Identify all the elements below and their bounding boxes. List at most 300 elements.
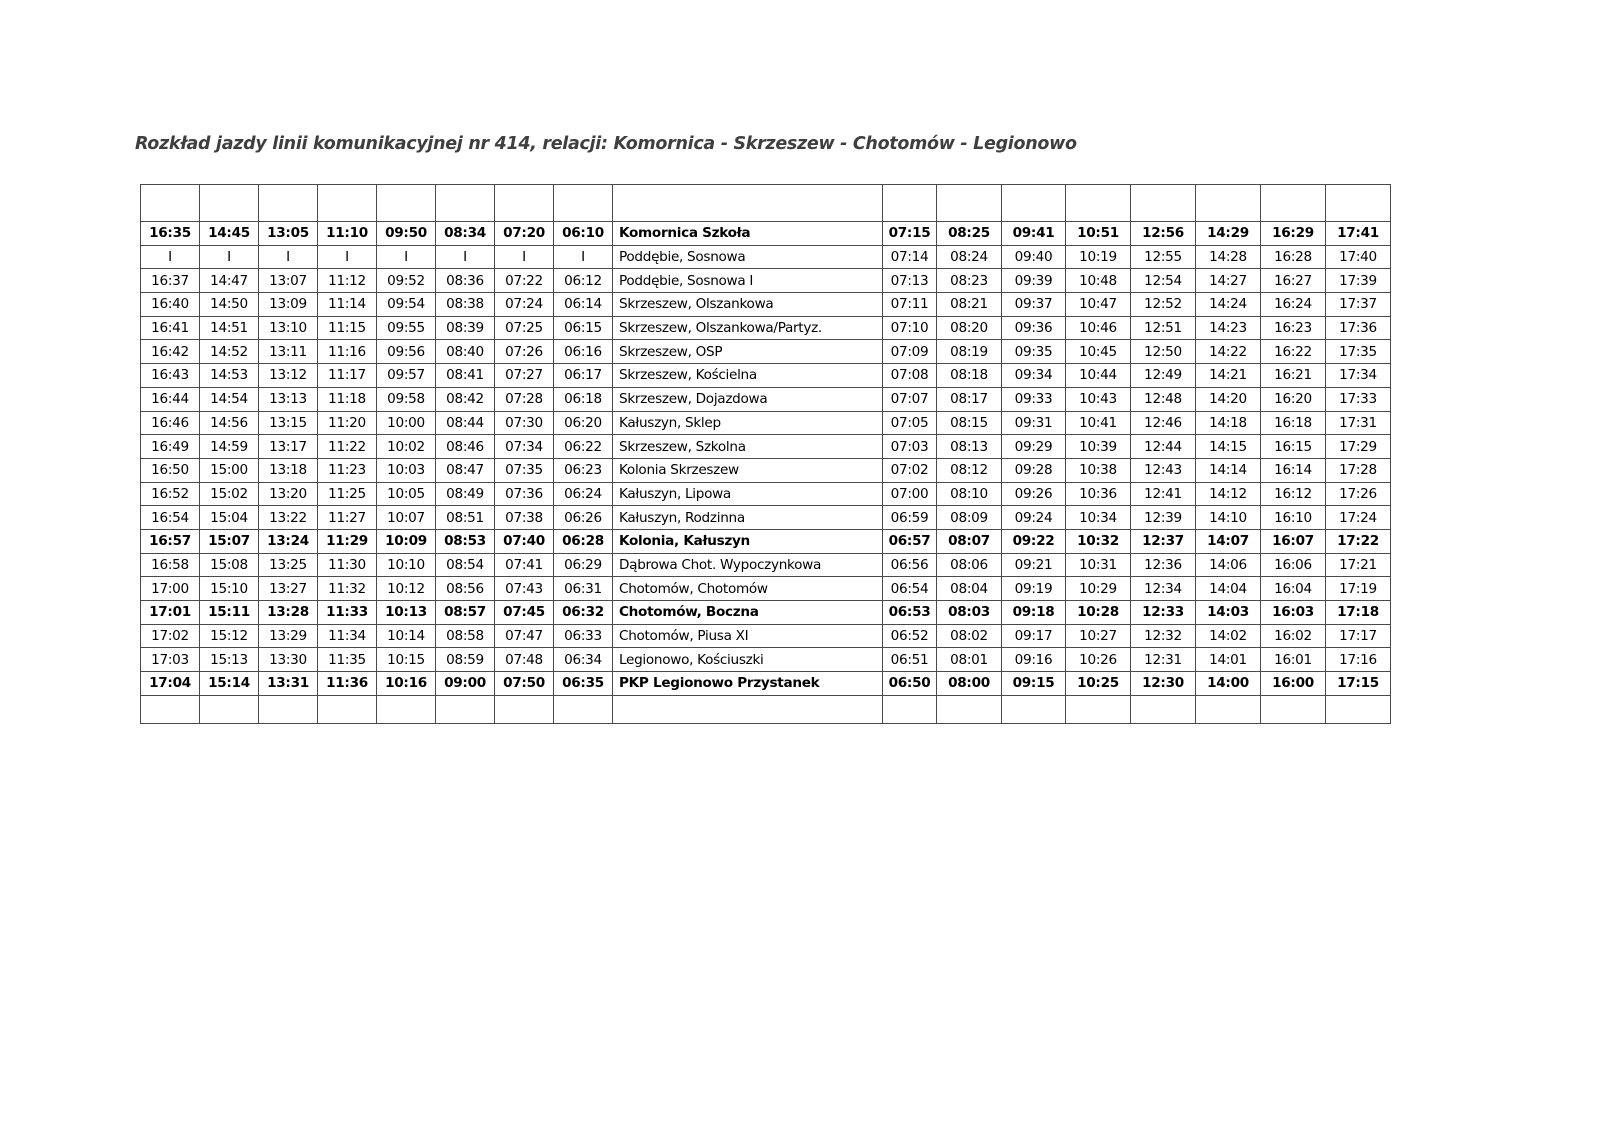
- departure-time-cell: 07:25: [495, 316, 554, 340]
- return-time-cell: 14:14: [1196, 458, 1261, 482]
- return-time-cell: 17:15: [1326, 672, 1391, 696]
- departure-time-cell: 13:17: [259, 435, 318, 459]
- return-time-cell: 08:15: [937, 411, 1002, 435]
- return-time-cell: 17:34: [1326, 364, 1391, 388]
- empty-cell: [613, 695, 883, 723]
- departure-time-cell: 08:57: [436, 601, 495, 625]
- return-time-cell: 16:00: [1261, 672, 1326, 696]
- return-time-cell: 12:31: [1131, 648, 1196, 672]
- timetable-title: Rozkład jazdy linii komunikacyjnej nr 414, relacji: Komornica - Skrzeszew - Chotomów - Legionowo: [135, 134, 1077, 154]
- departure-time-cell: 15:00: [200, 458, 259, 482]
- departure-time-cell: 11:22: [318, 435, 377, 459]
- departure-time-cell: 15:11: [200, 601, 259, 625]
- departure-time-cell: 09:55: [377, 316, 436, 340]
- return-time-cell: 09:34: [1002, 364, 1066, 388]
- return-time-cell: 08:12: [937, 458, 1002, 482]
- stop-name-cell: Chotomów, Chotomów: [613, 577, 883, 601]
- return-time-cell: 16:29: [1261, 222, 1326, 246]
- departure-time-cell: 15:07: [200, 529, 259, 553]
- return-time-cell: 10:26: [1066, 648, 1131, 672]
- return-time-cell: 07:08: [883, 364, 937, 388]
- return-time-cell: 12:51: [1131, 316, 1196, 340]
- departure-time-cell: 16:57: [141, 529, 200, 553]
- empty-cell: [318, 185, 377, 222]
- stop-name-cell: Skrzeszew, Kościelna: [613, 364, 883, 388]
- empty-cell: [554, 185, 613, 222]
- departure-time-cell: 15:14: [200, 672, 259, 696]
- return-time-cell: 12:44: [1131, 435, 1196, 459]
- departure-time-cell: 14:52: [200, 340, 259, 364]
- departure-time-cell: 11:12: [318, 269, 377, 293]
- return-time-cell: 12:49: [1131, 364, 1196, 388]
- return-time-cell: 07:05: [883, 411, 937, 435]
- departure-time-cell: 10:12: [377, 577, 436, 601]
- empty-cell: [436, 695, 495, 723]
- departure-time-cell: 09:54: [377, 293, 436, 317]
- departure-time-cell: 11:18: [318, 387, 377, 411]
- departure-time-cell: 07:48: [495, 648, 554, 672]
- empty-cell: [1326, 695, 1391, 723]
- departure-time-cell: 16:49: [141, 435, 200, 459]
- return-time-cell: 07:02: [883, 458, 937, 482]
- return-time-cell: 08:01: [937, 648, 1002, 672]
- return-time-cell: 06:52: [883, 624, 937, 648]
- return-time-cell: 14:27: [1196, 269, 1261, 293]
- departure-time-cell: 07:43: [495, 577, 554, 601]
- departure-time-cell: 15:02: [200, 482, 259, 506]
- empty-cell: [1261, 695, 1326, 723]
- return-time-cell: 10:47: [1066, 293, 1131, 317]
- departure-time-cell: 11:16: [318, 340, 377, 364]
- stop-name-cell: Chotomów, Boczna: [613, 601, 883, 625]
- return-time-cell: 09:40: [1002, 245, 1066, 269]
- departure-time-cell: 06:32: [554, 601, 613, 625]
- stop-name-cell: Chotomów, Piusa XI: [613, 624, 883, 648]
- departure-time-cell: 07:40: [495, 529, 554, 553]
- departure-time-cell: 14:53: [200, 364, 259, 388]
- departure-time-cell: 06:31: [554, 577, 613, 601]
- stop-row: [141, 482, 1391, 506]
- departure-time-cell: 06:10: [554, 222, 613, 246]
- departure-time-cell: 10:09: [377, 529, 436, 553]
- empty-cell: [1196, 695, 1261, 723]
- return-time-cell: 06:59: [883, 506, 937, 530]
- stop-name-cell: Kałuszyn, Sklep: [613, 411, 883, 435]
- departure-time-cell: 06:33: [554, 624, 613, 648]
- return-time-cell: 07:11: [883, 293, 937, 317]
- return-time-cell: 07:13: [883, 269, 937, 293]
- departure-time-cell: 10:03: [377, 458, 436, 482]
- return-time-cell: 06:50: [883, 672, 937, 696]
- return-time-cell: 09:21: [1002, 553, 1066, 577]
- departure-time-cell: 11:36: [318, 672, 377, 696]
- return-time-cell: 07:00: [883, 482, 937, 506]
- departure-time-cell: 11:34: [318, 624, 377, 648]
- departure-time-cell: 14:59: [200, 435, 259, 459]
- return-time-cell: 08:19: [937, 340, 1002, 364]
- return-time-cell: 08:13: [937, 435, 1002, 459]
- return-time-cell: 12:48: [1131, 387, 1196, 411]
- return-time-cell: 09:19: [1002, 577, 1066, 601]
- header-row: [141, 185, 1391, 222]
- departure-time-cell: 07:24: [495, 293, 554, 317]
- stop-name-cell: Kałuszyn, Lipowa: [613, 482, 883, 506]
- empty-cell: [200, 185, 259, 222]
- empty-cell: [1326, 185, 1391, 222]
- departure-time-cell: 10:10: [377, 553, 436, 577]
- stop-row: [141, 435, 1391, 459]
- departure-time-cell: 13:07: [259, 269, 318, 293]
- return-time-cell: 14:20: [1196, 387, 1261, 411]
- departure-time-cell: 08:42: [436, 387, 495, 411]
- stop-row: [141, 458, 1391, 482]
- departure-time-cell: 15:04: [200, 506, 259, 530]
- departure-time-cell: 17:03: [141, 648, 200, 672]
- return-time-cell: 06:56: [883, 553, 937, 577]
- departure-time-cell: 07:22: [495, 269, 554, 293]
- departure-time-cell: 16:46: [141, 411, 200, 435]
- departure-time-cell: 13:11: [259, 340, 318, 364]
- departure-time-cell: 13:05: [259, 222, 318, 246]
- return-time-cell: 10:29: [1066, 577, 1131, 601]
- empty-cell: [436, 185, 495, 222]
- return-time-cell: 14:29: [1196, 222, 1261, 246]
- empty-cell: [1131, 695, 1196, 723]
- return-time-cell: 10:39: [1066, 435, 1131, 459]
- return-time-cell: 12:30: [1131, 672, 1196, 696]
- departure-time-cell: 06:22: [554, 435, 613, 459]
- return-time-cell: 17:18: [1326, 601, 1391, 625]
- return-time-cell: 08:10: [937, 482, 1002, 506]
- empty-cell: [1002, 695, 1066, 723]
- return-time-cell: 16:12: [1261, 482, 1326, 506]
- return-time-cell: 08:04: [937, 577, 1002, 601]
- return-time-cell: 07:07: [883, 387, 937, 411]
- departure-time-cell: 07:45: [495, 601, 554, 625]
- stop-row: [141, 624, 1391, 648]
- departure-time-cell: 08:44: [436, 411, 495, 435]
- departure-time-cell: 06:23: [554, 458, 613, 482]
- stop-name-cell: Skrzeszew, Dojazdowa: [613, 387, 883, 411]
- return-time-cell: 09:22: [1002, 529, 1066, 553]
- return-time-cell: 14:18: [1196, 411, 1261, 435]
- return-time-cell: 08:20: [937, 316, 1002, 340]
- return-time-cell: 06:53: [883, 601, 937, 625]
- empty-cell: [883, 695, 937, 723]
- departure-time-cell: 07:47: [495, 624, 554, 648]
- departure-time-cell: 08:39: [436, 316, 495, 340]
- return-time-cell: 17:16: [1326, 648, 1391, 672]
- departure-time-cell: 08:41: [436, 364, 495, 388]
- return-time-cell: 17:29: [1326, 435, 1391, 459]
- departure-time-cell: 16:54: [141, 506, 200, 530]
- return-time-cell: 08:00: [937, 672, 1002, 696]
- departure-time-cell: 06:17: [554, 364, 613, 388]
- departure-time-cell: 08:47: [436, 458, 495, 482]
- stop-name-cell: Dąbrowa Chot. Wypoczynkowa: [613, 553, 883, 577]
- return-time-cell: 07:14: [883, 245, 937, 269]
- departure-time-cell: 15:13: [200, 648, 259, 672]
- departure-time-cell: 08:51: [436, 506, 495, 530]
- empty-cell: [1066, 185, 1131, 222]
- departure-time-cell: 13:27: [259, 577, 318, 601]
- departure-time-cell: 11:10: [318, 222, 377, 246]
- departure-time-cell: 16:35: [141, 222, 200, 246]
- return-time-cell: 09:37: [1002, 293, 1066, 317]
- empty-cell: [495, 185, 554, 222]
- departure-time-cell: 11:29: [318, 529, 377, 553]
- return-time-cell: 14:07: [1196, 529, 1261, 553]
- return-time-cell: 14:10: [1196, 506, 1261, 530]
- return-time-cell: 10:31: [1066, 553, 1131, 577]
- departure-time-cell: 07:27: [495, 364, 554, 388]
- departure-time-cell: 06:34: [554, 648, 613, 672]
- return-time-cell: 16:06: [1261, 553, 1326, 577]
- departure-time-cell: 15:10: [200, 577, 259, 601]
- departure-time-cell: 10:15: [377, 648, 436, 672]
- departure-time-cell: 11:25: [318, 482, 377, 506]
- stop-name-cell: Komornica Szkoła: [613, 222, 883, 246]
- departure-time-cell: 06:28: [554, 529, 613, 553]
- stop-name-cell: Kolonia Skrzeszew: [613, 458, 883, 482]
- return-time-cell: 16:28: [1261, 245, 1326, 269]
- return-time-cell: 12:56: [1131, 222, 1196, 246]
- departure-time-cell: 08:49: [436, 482, 495, 506]
- return-time-cell: 12:46: [1131, 411, 1196, 435]
- return-time-cell: 14:23: [1196, 316, 1261, 340]
- return-time-cell: 14:00: [1196, 672, 1261, 696]
- return-time-cell: 07:03: [883, 435, 937, 459]
- departure-time-cell: 11:32: [318, 577, 377, 601]
- departure-time-cell: 14:47: [200, 269, 259, 293]
- return-time-cell: 12:32: [1131, 624, 1196, 648]
- return-time-cell: 10:28: [1066, 601, 1131, 625]
- departure-time-cell: 13:12: [259, 364, 318, 388]
- return-time-cell: 17:28: [1326, 458, 1391, 482]
- return-time-cell: 10:43: [1066, 387, 1131, 411]
- departure-time-cell: 07:30: [495, 411, 554, 435]
- departure-time-cell: 10:16: [377, 672, 436, 696]
- stop-name-cell: Skrzeszew, Olszankowa: [613, 293, 883, 317]
- timetable-body: [141, 185, 1391, 724]
- return-time-cell: 10:51: [1066, 222, 1131, 246]
- return-time-cell: 07:10: [883, 316, 937, 340]
- stop-row: [141, 672, 1391, 696]
- stop-name-cell: PKP Legionowo Przystanek: [613, 672, 883, 696]
- return-time-cell: 14:04: [1196, 577, 1261, 601]
- departure-time-cell: 08:40: [436, 340, 495, 364]
- departure-time-cell: I: [200, 245, 259, 269]
- return-time-cell: 08:03: [937, 601, 1002, 625]
- return-time-cell: 16:22: [1261, 340, 1326, 364]
- departure-time-cell: 06:29: [554, 553, 613, 577]
- stop-name-cell: Kolonia, Kałuszyn: [613, 529, 883, 553]
- return-time-cell: 10:44: [1066, 364, 1131, 388]
- departure-time-cell: 14:50: [200, 293, 259, 317]
- stop-name-cell: Skrzeszew, Olszankowa/Partyz.: [613, 316, 883, 340]
- departure-time-cell: 11:30: [318, 553, 377, 577]
- departure-time-cell: 09:50: [377, 222, 436, 246]
- empty-cell: [495, 695, 554, 723]
- return-time-cell: 09:26: [1002, 482, 1066, 506]
- return-time-cell: 12:54: [1131, 269, 1196, 293]
- return-time-cell: 12:37: [1131, 529, 1196, 553]
- return-time-cell: 10:46: [1066, 316, 1131, 340]
- return-time-cell: 16:15: [1261, 435, 1326, 459]
- departure-time-cell: 17:04: [141, 672, 200, 696]
- departure-time-cell: 06:18: [554, 387, 613, 411]
- stop-name-cell: Skrzeszew, Szkolna: [613, 435, 883, 459]
- departure-time-cell: 13:09: [259, 293, 318, 317]
- departure-time-cell: 16:41: [141, 316, 200, 340]
- return-time-cell: 09:35: [1002, 340, 1066, 364]
- departure-time-cell: 09:00: [436, 672, 495, 696]
- stop-row: [141, 387, 1391, 411]
- return-time-cell: 07:15: [883, 222, 937, 246]
- departure-time-cell: 16:43: [141, 364, 200, 388]
- empty-cell: [377, 695, 436, 723]
- return-time-cell: 09:31: [1002, 411, 1066, 435]
- departure-time-cell: 10:00: [377, 411, 436, 435]
- return-time-cell: 12:34: [1131, 577, 1196, 601]
- empty-cell: [141, 695, 200, 723]
- empty-cell: [141, 185, 200, 222]
- empty-cell: [554, 695, 613, 723]
- departure-time-cell: 07:26: [495, 340, 554, 364]
- empty-cell: [259, 695, 318, 723]
- return-time-cell: 10:41: [1066, 411, 1131, 435]
- timetable-table: [140, 184, 1391, 724]
- departure-time-cell: 08:34: [436, 222, 495, 246]
- return-time-cell: 10:48: [1066, 269, 1131, 293]
- departure-time-cell: 16:37: [141, 269, 200, 293]
- stop-name-cell: Poddębie, Sosnowa: [613, 245, 883, 269]
- departure-time-cell: 16:50: [141, 458, 200, 482]
- return-time-cell: 14:12: [1196, 482, 1261, 506]
- departure-time-cell: 13:24: [259, 529, 318, 553]
- return-time-cell: 10:36: [1066, 482, 1131, 506]
- return-time-cell: 08:24: [937, 245, 1002, 269]
- return-time-cell: 14:15: [1196, 435, 1261, 459]
- departure-time-cell: 13:10: [259, 316, 318, 340]
- empty-cell: [200, 695, 259, 723]
- return-time-cell: 06:51: [883, 648, 937, 672]
- departure-time-cell: 08:56: [436, 577, 495, 601]
- departure-time-cell: 13:30: [259, 648, 318, 672]
- return-time-cell: 09:29: [1002, 435, 1066, 459]
- return-time-cell: 14:21: [1196, 364, 1261, 388]
- departure-time-cell: 13:18: [259, 458, 318, 482]
- departure-time-cell: 11:35: [318, 648, 377, 672]
- return-time-cell: 14:01: [1196, 648, 1261, 672]
- departure-time-cell: 10:13: [377, 601, 436, 625]
- return-time-cell: 16:18: [1261, 411, 1326, 435]
- departure-time-cell: 08:36: [436, 269, 495, 293]
- return-time-cell: 17:37: [1326, 293, 1391, 317]
- return-time-cell: 10:34: [1066, 506, 1131, 530]
- departure-time-cell: 13:28: [259, 601, 318, 625]
- departure-time-cell: 07:28: [495, 387, 554, 411]
- departure-time-cell: 17:02: [141, 624, 200, 648]
- return-time-cell: 12:55: [1131, 245, 1196, 269]
- departure-time-cell: I: [259, 245, 318, 269]
- departure-time-cell: 16:44: [141, 387, 200, 411]
- return-time-cell: 17:33: [1326, 387, 1391, 411]
- departure-time-cell: 16:40: [141, 293, 200, 317]
- departure-time-cell: I: [495, 245, 554, 269]
- departure-time-cell: 14:56: [200, 411, 259, 435]
- return-time-cell: 10:25: [1066, 672, 1131, 696]
- return-time-cell: 16:02: [1261, 624, 1326, 648]
- departure-time-cell: 06:20: [554, 411, 613, 435]
- return-time-cell: 09:36: [1002, 316, 1066, 340]
- departure-time-cell: 07:36: [495, 482, 554, 506]
- empty-cell: [937, 695, 1002, 723]
- departure-time-cell: 16:42: [141, 340, 200, 364]
- departure-time-cell: 16:58: [141, 553, 200, 577]
- return-time-cell: 17:24: [1326, 506, 1391, 530]
- return-time-cell: 06:54: [883, 577, 937, 601]
- return-time-cell: 16:03: [1261, 601, 1326, 625]
- return-time-cell: 14:28: [1196, 245, 1261, 269]
- empty-cell: [1066, 695, 1131, 723]
- empty-cell: [1131, 185, 1196, 222]
- return-time-cell: 08:06: [937, 553, 1002, 577]
- return-time-cell: 09:18: [1002, 601, 1066, 625]
- return-time-cell: 16:04: [1261, 577, 1326, 601]
- return-time-cell: 14:03: [1196, 601, 1261, 625]
- departure-time-cell: 13:25: [259, 553, 318, 577]
- return-time-cell: 14:02: [1196, 624, 1261, 648]
- empty-cell: [377, 185, 436, 222]
- departure-time-cell: 06:24: [554, 482, 613, 506]
- departure-time-cell: 11:33: [318, 601, 377, 625]
- return-time-cell: 16:23: [1261, 316, 1326, 340]
- return-time-cell: 14:24: [1196, 293, 1261, 317]
- departure-time-cell: 17:00: [141, 577, 200, 601]
- return-time-cell: 09:17: [1002, 624, 1066, 648]
- return-time-cell: 08:21: [937, 293, 1002, 317]
- departure-time-cell: 07:20: [495, 222, 554, 246]
- departure-time-cell: 11:27: [318, 506, 377, 530]
- departure-time-cell: 06:26: [554, 506, 613, 530]
- departure-time-cell: 13:22: [259, 506, 318, 530]
- stop-row: [141, 601, 1391, 625]
- departure-time-cell: 07:35: [495, 458, 554, 482]
- return-time-cell: 10:32: [1066, 529, 1131, 553]
- return-time-cell: 08:23: [937, 269, 1002, 293]
- return-time-cell: 16:10: [1261, 506, 1326, 530]
- departure-time-cell: I: [318, 245, 377, 269]
- return-time-cell: 17:21: [1326, 553, 1391, 577]
- return-time-cell: 08:07: [937, 529, 1002, 553]
- return-time-cell: 17:26: [1326, 482, 1391, 506]
- departure-time-cell: 11:14: [318, 293, 377, 317]
- departure-time-cell: 15:12: [200, 624, 259, 648]
- departure-time-cell: 08:38: [436, 293, 495, 317]
- return-time-cell: 07:09: [883, 340, 937, 364]
- return-time-cell: 17:40: [1326, 245, 1391, 269]
- departure-time-cell: 11:15: [318, 316, 377, 340]
- departure-time-cell: 14:45: [200, 222, 259, 246]
- return-time-cell: 10:19: [1066, 245, 1131, 269]
- departure-time-cell: 06:12: [554, 269, 613, 293]
- departure-time-cell: 10:02: [377, 435, 436, 459]
- departure-time-cell: 13:20: [259, 482, 318, 506]
- departure-time-cell: 08:54: [436, 553, 495, 577]
- return-time-cell: 12:36: [1131, 553, 1196, 577]
- departure-time-cell: I: [377, 245, 436, 269]
